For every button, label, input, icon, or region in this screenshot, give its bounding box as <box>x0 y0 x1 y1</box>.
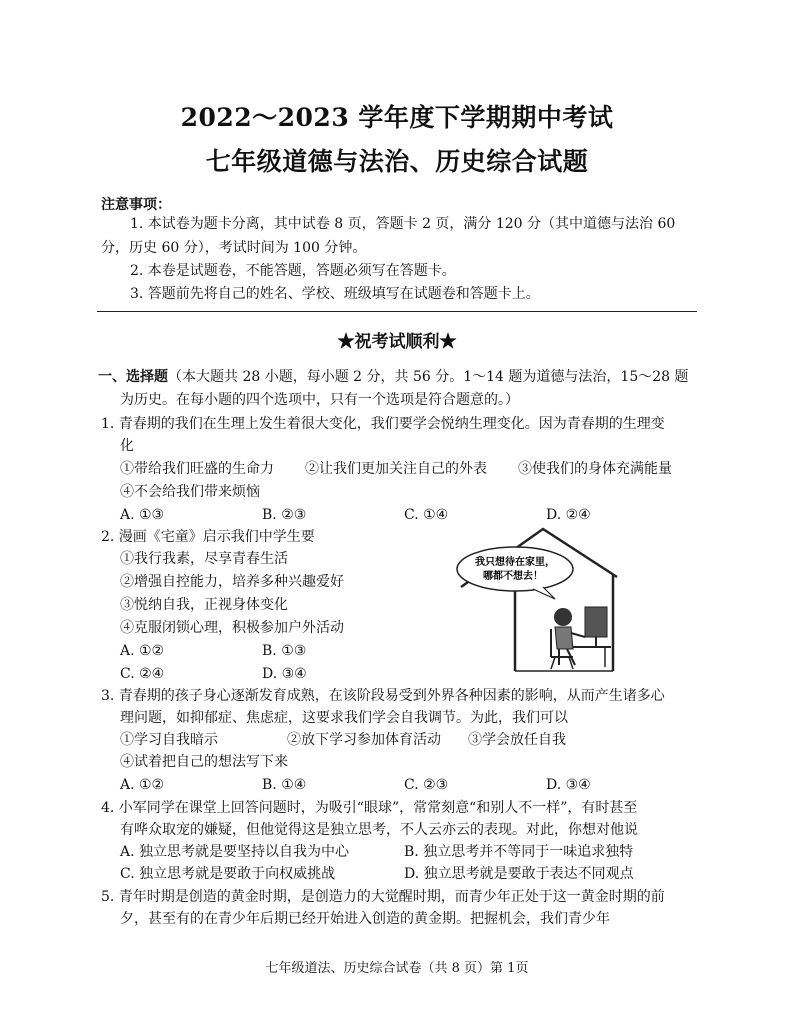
cartoon-bubble-line1: 我只想待在家里， <box>475 557 555 568</box>
section-desc-2: 为历史。在每小题的四个选项中，只有一个选项是符合题意的。） <box>120 392 519 408</box>
q3-option-b[interactable]: B. ①④ <box>262 777 307 793</box>
q1-stem-2: 化 <box>120 438 134 454</box>
q2-statement-2: ②增强自控能力，培养多种兴趣爱好 <box>120 574 344 590</box>
q3-stem-1: 3. 青春期的孩子身心逐渐发育成熟，在该阶段易受到外界各种因素的影响，从而产生诸多心 <box>101 688 665 704</box>
q4-stem-1: 4. 小军同学在课堂上回答问题时，为吸引“眼球”，常常刻意“和别人不一样”，有时甚至 <box>101 800 638 816</box>
q1-option-c[interactable]: C. ①④ <box>404 507 449 523</box>
q1-option-a[interactable]: A. ①③ <box>120 507 165 523</box>
notice-item-1-cont: 分，历史 60 分），考试时间为 100 分钟。 <box>101 240 367 256</box>
section-heading-line <box>98 367 689 387</box>
q3-statement-4: ④试着把自己的想法写下来 <box>120 754 288 770</box>
notice-item-3: 3. 答题前先将自己的姓名、学校、班级填写在试题卷和答题卡上。 <box>130 286 540 302</box>
q3-statement-2: ②放下学习参加体育活动 <box>287 732 441 748</box>
q2-stem: 2. 漫画《宅童》启示我们中学生要 <box>101 529 315 545</box>
section-desc-1: （本大题共 28 小题，每小题 2 分，共 56 分。1～14 题为道德与法治，15～28 题 <box>168 369 689 385</box>
homebody-cartoon-image <box>455 525 625 673</box>
q2-statement-1: ①我行我素，尽享青春生活 <box>120 551 288 567</box>
q5-stem-1: 5. 青年时期是创造的黄金时期，是创造力的大觉醒时期，而青少年正处于这一黄金时期的前 <box>101 889 665 905</box>
q5-stem-2: 夕，甚至有的在青少年后期已经开始进入创造的黄金期。把握机会，我们青少年 <box>120 911 610 927</box>
q1-statement-1: ①带给我们旺盛的生命力 <box>120 461 274 477</box>
q3-option-a[interactable]: A. ①② <box>120 777 165 793</box>
page-footer: 七年级道法、历史综合试卷（共 8 页）第 1页 <box>265 961 529 976</box>
divider-rule <box>97 311 697 312</box>
q4-option-a[interactable]: A. 独立思考就是要坚持以自我为中心 <box>120 844 350 860</box>
q3-statement-1: ①学习自我暗示 <box>120 732 218 748</box>
exam-title-line1: 2022～2023 学年度下学期期中考试 <box>180 103 614 132</box>
q1-option-d[interactable]: D. ②④ <box>546 507 591 523</box>
section-heading: 一、选择题 <box>98 369 168 385</box>
q4-option-d[interactable]: D. 独立思考就是要敢于表达不同观点 <box>404 866 634 882</box>
q3-option-c[interactable]: C. ②③ <box>404 777 449 793</box>
q2-statement-3: ③悦纳自我，正视身体变化 <box>120 597 288 613</box>
q2-option-c[interactable]: C. ②④ <box>120 666 165 682</box>
q2-statement-4: ④克服闭锁心理，积极参加户外活动 <box>120 620 344 636</box>
q1-stem-1: 1. 青春期的我们在生理上发生着很大变化，我们要学会悦纳生理变化。因为青春期的生理变 <box>101 416 665 432</box>
blessing-line: ★祝考试顺利★ <box>337 332 457 352</box>
q3-stem-2: 理问题，如抑郁症、焦虑症，这要求我们学会自我调节。为此，我们可以 <box>120 710 568 726</box>
q1-statement-3: ③使我们的身体充满能量 <box>518 461 672 477</box>
q4-option-b[interactable]: B. 独立思考并不等同于一味追求独特 <box>404 844 634 860</box>
q3-option-d[interactable]: D. ③④ <box>546 777 591 793</box>
q2-option-d[interactable]: D. ③④ <box>262 666 307 682</box>
cartoon-bubble-line2: 哪都不想去！ <box>483 571 543 582</box>
q2-option-a[interactable]: A. ①② <box>120 643 165 659</box>
q1-statement-2: ②让我们更加关注自己的外表 <box>305 461 487 477</box>
q1-statement-4: ④不会给我们带来烦恼 <box>120 484 260 500</box>
q2-option-b[interactable]: B. ①③ <box>262 643 307 659</box>
q3-statement-3: ③学会放任自我 <box>468 732 566 748</box>
notice-heading: 注意事项： <box>101 197 171 213</box>
notice-item-1: 1. 本试卷为题卡分离，其中试卷 8 页，答题卡 2 页，满分 120 分（其中道德与法治 60 <box>130 216 676 232</box>
exam-title-line2: 七年级道德与法治、历史综合试题 <box>205 147 589 176</box>
notice-item-2: 2. 本卷是试题卷，不能答题，答题必须写在答题卡。 <box>130 263 456 279</box>
q4-option-c[interactable]: C. 独立思考就是要敢于向权威挑战 <box>120 866 336 882</box>
q1-option-b[interactable]: B. ②③ <box>262 507 307 523</box>
q4-stem-2: 有哗众取宠的嫌疑，但他觉得这是独立思考，不人云亦云的表现。对此，你想对他说 <box>120 822 638 838</box>
